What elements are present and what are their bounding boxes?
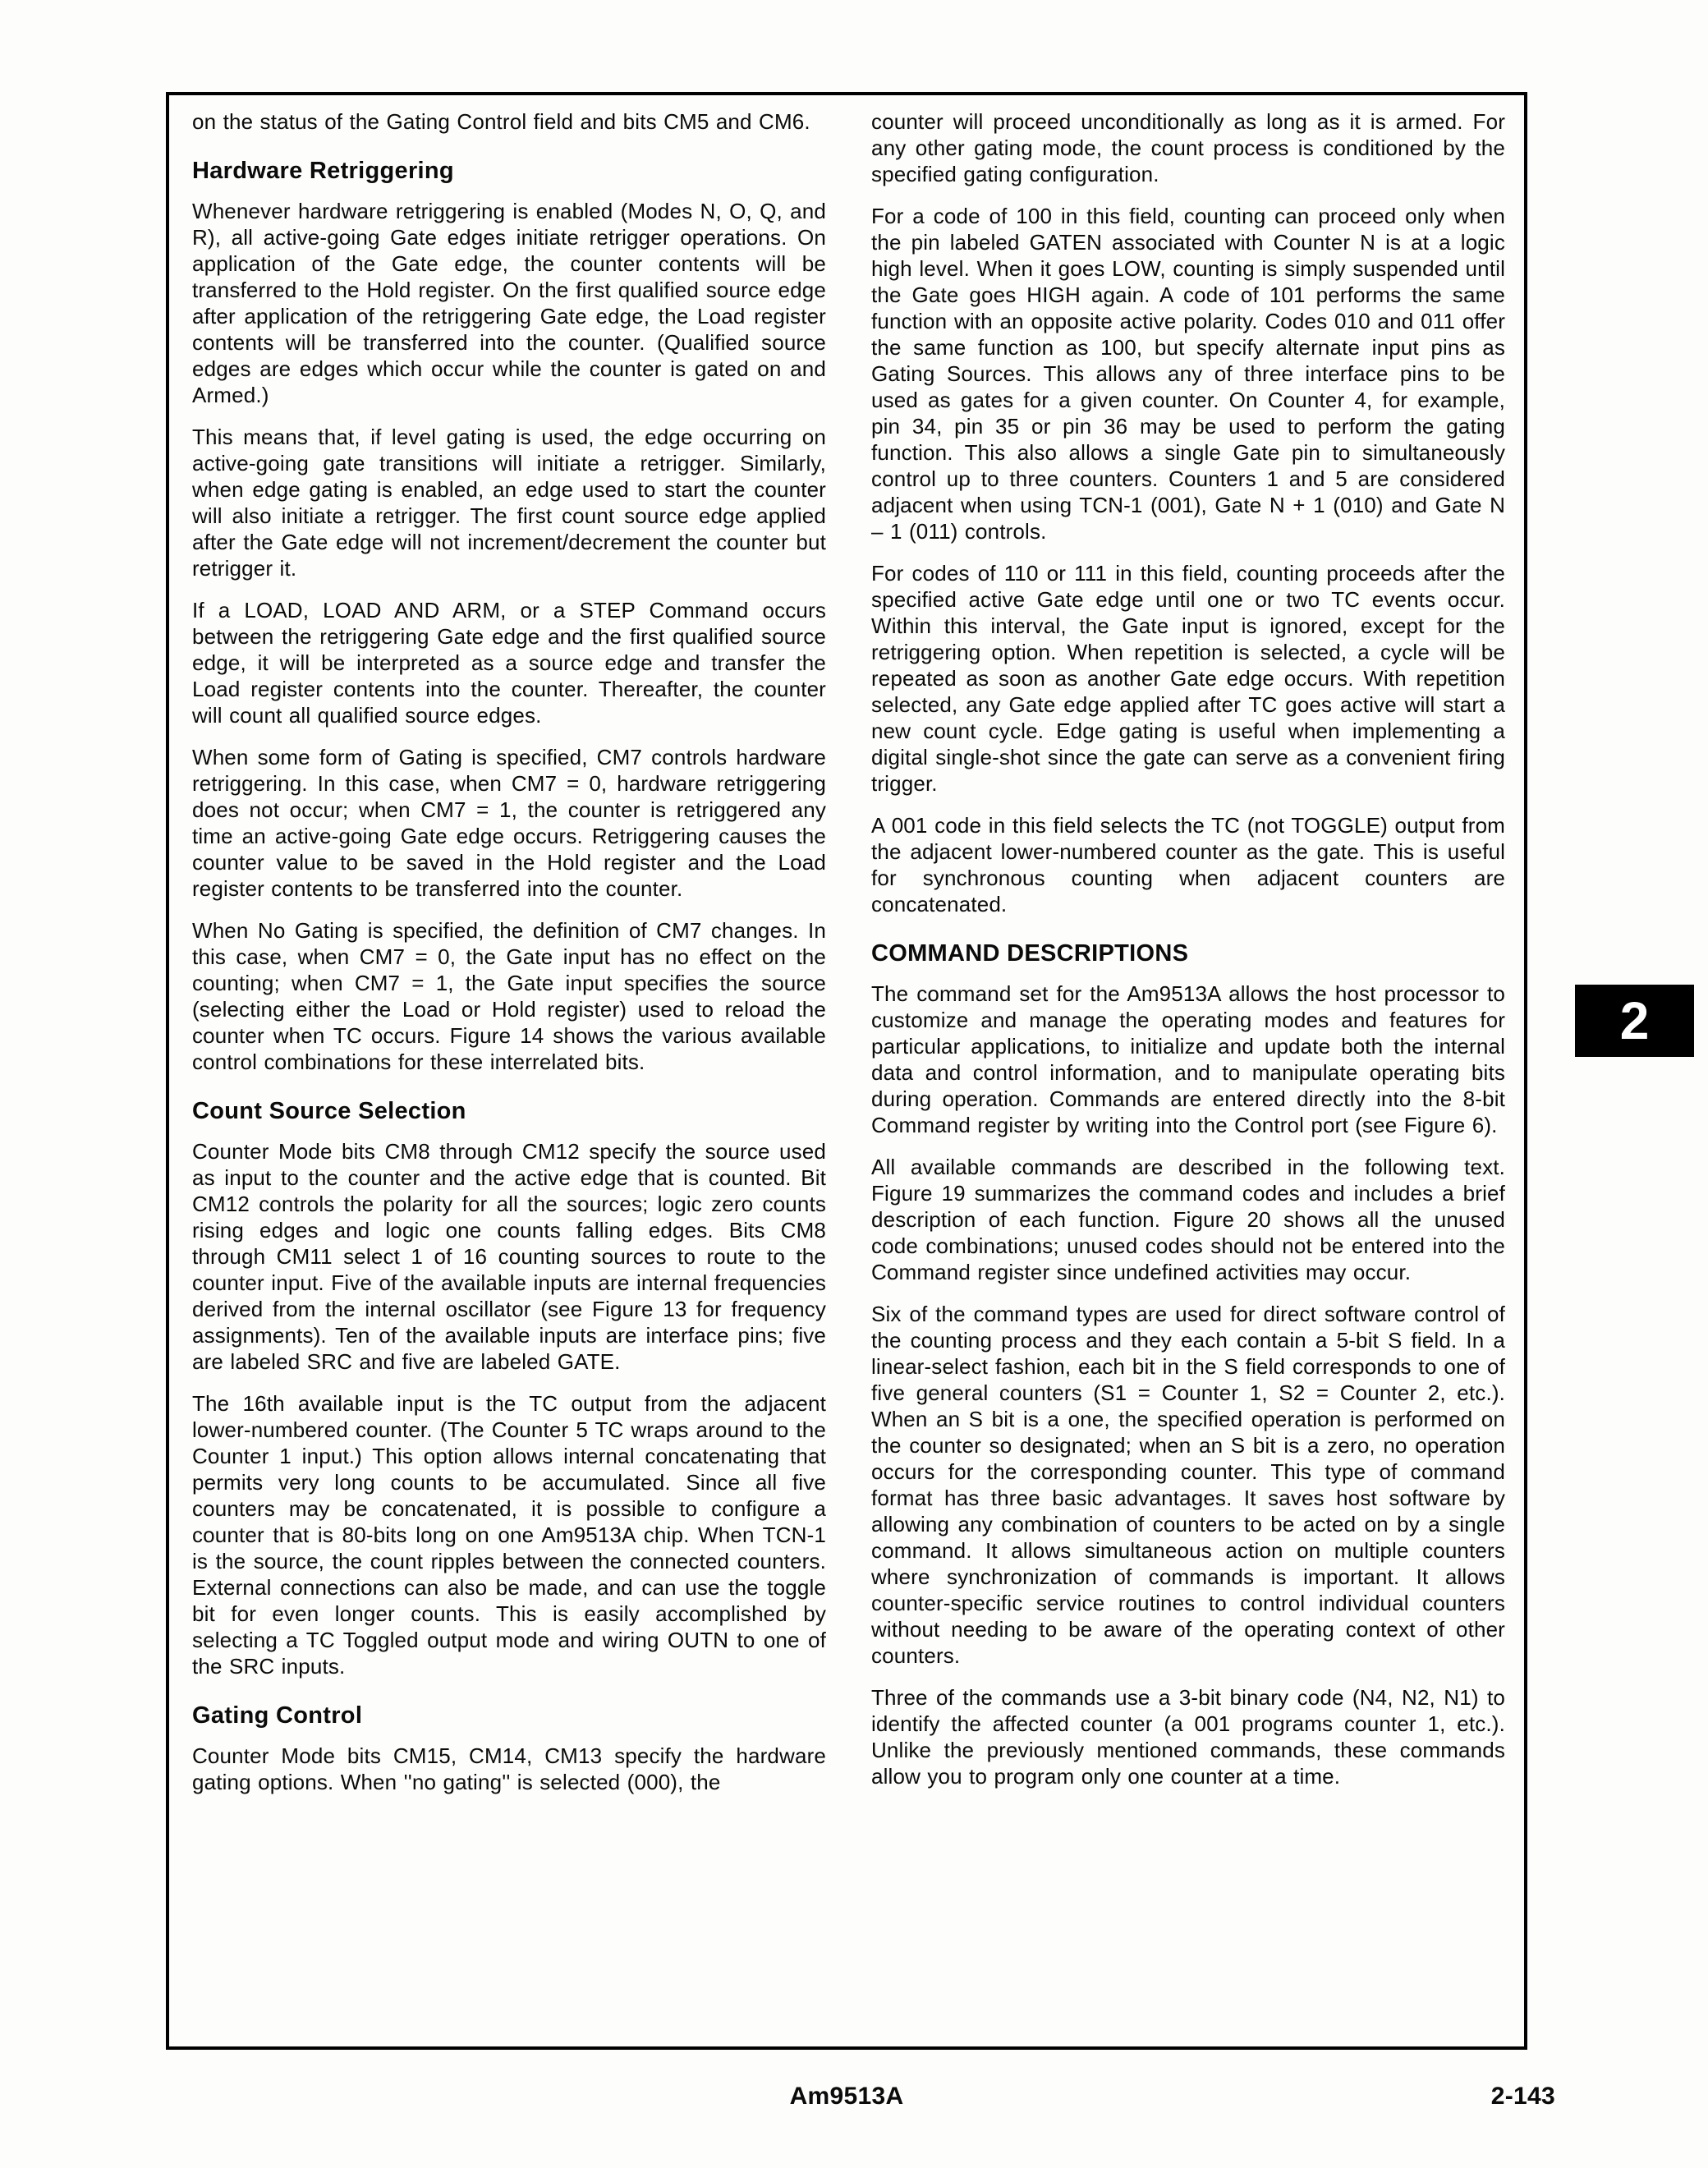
paragraph: When some form of Gating is specified, CM7 controls hardware retriggering. In this case, when CM7 = 0, hardware retriggering does not occur; when CM7 = 1, the counter is retriggered any time an active-going Gate edge occurs. Retriggering causes the counter value to be saved in the Hold register and the Load register contents to be transferred into the counter. xyxy=(192,745,826,901)
paragraph: Whenever hardware retriggering is enabled (Modes N, O, Q, and R), all active-going Gate edges initiate retrigger operations. On application of the Gate edge, the counter contents will be transferred to the Hold register. On the first qualified source edge after application of the retriggering Gate edge, the Load register contents will be transferred into the counter. (Qualified source edges are edges which occur while the counter is gated on and Armed.) xyxy=(192,199,826,407)
paragraph: If a LOAD, LOAD AND ARM, or a STEP Command occurs between the retriggering Gate edge and the first qualified source edge, it will be interpreted as a source edge and transfer the Load register contents into the counter. Thereafter, the counter will count all qualified source edges. xyxy=(192,598,826,728)
paragraph: Counter Mode bits CM15, CM14, CM13 specify the hardware gating options. When ''no gating'' is selected (000), the xyxy=(192,1743,826,1794)
paragraph: This means that, if level gating is used, the edge occurring on active-going gate transitions will initiate a retrigger. Similarly, when edge gating is enabled, an edge used to start the counter will also initiate a retrigger. The first count source edge applied after the Gate edge will not increment/decrement the counter but retrigger it. xyxy=(192,425,826,581)
paragraph: For a code of 100 in this field, counting can proceed only when the pin labeled GATEN associated with Counter N is at a logic high level. When it goes LOW, counting is simply suspended until the Gate goes HIGH again. A code of 101 performs the same function with an opposite active polarity. Codes 010 and 011 offer the same function as 100, but specify alternate input pins as Gating Sources. This allows any of three interface pins to be used as gates for a given counter. On Counter 4, for example, pin 34, pin 35 or pin 36 may be used to perform the gating function. This also allows a single Gate pin to simultaneously control up to three counters. Counters 1 and 5 are considered adjacent when using TCN-1 (001), Gate N + 1 (010) and Gate N – 1 (011) controls. xyxy=(871,204,1505,544)
paragraph: on the status of the Gating Control field and bits CM5 and CM6. xyxy=(192,109,810,134)
footer-part-number: Am9513A xyxy=(789,2083,904,2110)
page-frame xyxy=(166,92,1527,2050)
paragraph: The command set for the Am9513A allows the host processor to customize and manage the operating modes and features for particular applications, to initialize and update both the internal data and control information, and to manipulate operating bits during operation. Commands are entered directly into the 8-bit Command register by writing into the Control port (see Figure 6). xyxy=(871,981,1505,1137)
paragraph: For codes of 110 or 111 in this field, counting proceeds after the specified active Gate edge until one or two TC events occur. Within this interval, the Gate input is ignored, except for the retriggering option. When repetition is selected, a cycle will be repeated as soon as another Gate edge occurs. With repetition selected, any Gate edge applied after TC goes active will start a new count cycle. Edge gating is useful when implementing a digital single-shot since the gate can serve as a convenient firing trigger. xyxy=(871,561,1505,796)
section-tab-number: 2 xyxy=(1619,991,1650,1050)
section-tab xyxy=(1575,985,1694,1057)
section-heading: Count Source Selection xyxy=(192,1098,466,1124)
right-column xyxy=(871,108,1505,1805)
paragraph: When No Gating is specified, the definition of CM7 changes. In this case, when CM7 = 0, the Gate input has no effect on the counting; when CM7 = 1, the Gate input specifies the source (selecting either the Load or Hold register) used to reload the counter when TC occurs. Figure 14 shows the various available control combinations for these interrelated bits. xyxy=(192,918,826,1074)
paragraph: Counter Mode bits CM8 through CM12 specify the source used as input to the counter and the active edge that is counted. Bit CM12 controls the polarity for all the sources; logic zero counts rising edges and logic one counts falling edges. Bits CM8 through CM11 select 1 of 16 counting sources to route to the counter input. Five of the available inputs are internal frequencies derived from the internal oscillator (see Figure 13 for frequency assignments). Ten of the available inputs are interface pins; five are labeled SRC and five are labeled GATE. xyxy=(192,1139,826,1374)
section-heading: Hardware Retriggering xyxy=(192,158,454,184)
paragraph: The 16th available input is the TC output from the adjacent lower-numbered counter. (The Counter 5 TC wraps around to the Counter 1 input.) This option allows internal concatenating that permits very long counts to be accumulated. Since all five counters may be concatenated, it is possible to configure a counter that is 80-bits long on one Am9513A chip. When TCN-1 is the source, the count ripples between the connected counters. External connections can also be made, and can use the toggle bit for even longer counts. This is easily accomplished by selecting a TC Toggled output mode and wiring OUTN to one of the SRC inputs. xyxy=(192,1391,826,1679)
section-heading: Gating Control xyxy=(192,1702,363,1729)
footer-page-number: 2-143 xyxy=(1490,2083,1555,2110)
left-column xyxy=(192,108,826,1811)
paragraph: counter will proceed unconditionally as long as it is armed. For any other gating mode, the count process is conditioned by the specified gating configuration. xyxy=(871,109,1505,186)
paragraph: All available commands are described in the following text. Figure 19 summarizes the command codes and includes a brief description of each function. Figure 20 shows all the unused code combinations; unused codes should not be entered into the Command register since undefined activities may occur. xyxy=(871,1155,1505,1284)
section-heading: COMMAND DESCRIPTIONS xyxy=(871,940,1189,967)
paragraph: Three of the commands use a 3-bit binary code (N4, N2, N1) to identify the affected counter (a 001 programs counter 1, etc.). Unlike the previously mentioned commands, these commands allow you to program only one counter at a time. xyxy=(871,1685,1505,1789)
paragraph: Six of the command types are used for direct software control of the counting process and they each contain a 5-bit S field. In a linear-select fashion, each bit in the S field corresponds to one of five general counters (S1 = Counter 1, S2 = Counter 2, etc.). When an S bit is a one, the specified operation is performed on the counter so designated; when an S bit is a zero, no operation occurs for the corresponding counter. This type of command format has three basic advantages. It saves host software by allowing any combination of counters to be acted on by a single command. It allows simultaneous action on multiple counters where synchronization of commands is important. It allows counter-specific service routines to control individual counters without needing to be aware of the operating context of other counters. xyxy=(871,1302,1505,1668)
paragraph: A 001 code in this field selects the TC (not TOGGLE) output from the adjacent lower-numbered counter as the gate. This is useful for synchronous counting when adjacent counters are concatenated. xyxy=(871,813,1505,916)
